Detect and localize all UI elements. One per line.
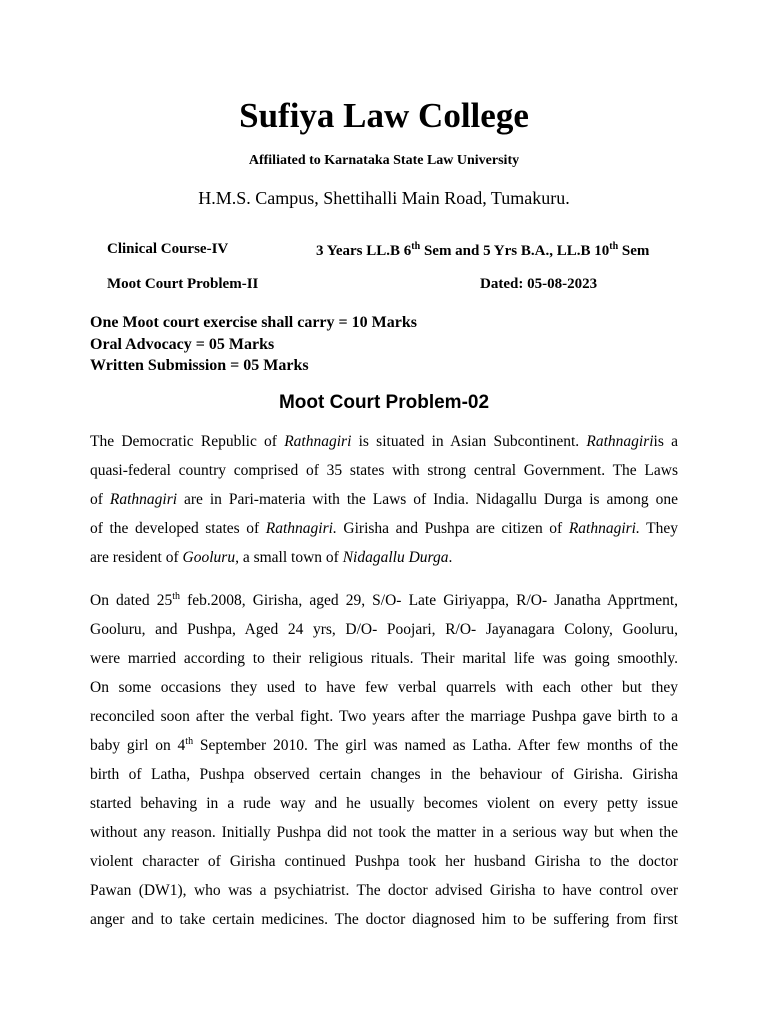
marks-line: Written Submission = 05 Marks (90, 357, 309, 374)
problem-heading: Moot Court Problem-02 (278, 392, 490, 413)
text-line: started behaving in a rude way and he usually becomes violent on every petty issue (90, 795, 678, 812)
college-title: Sufiya Law College (239, 96, 529, 135)
text-line: On dated 25th feb.2008, Girisha, aged 29, S/O- Late Giriyappa, R/O- Janatha Apprtment, (90, 590, 679, 609)
text-line: On some occasions they used to have few verbal quarrels with each other but they (90, 679, 678, 696)
text-line: The Democratic Republic of Rathnagiri is situated in Asian Subcontinent. Rathnagiriis a (90, 433, 678, 450)
text-line: Pawan (DW1), who was a psychiatrist. The doctor advised Girisha to have control over (90, 882, 678, 899)
text-line: were married according to their religious rituals. Their marital life was going smoothly. (90, 650, 678, 667)
text-line: of Rathnagiri are in Pari-materia with the Laws of India. Nidagallu Durga is among one (90, 491, 678, 508)
marks-line: One Moot court exercise shall carry = 10 Marks (90, 314, 417, 331)
text-line: birth of Latha, Pushpa observed certain changes in the behaviour of Girisha. Girisha (90, 766, 678, 783)
paragraph-2 (90, 586, 678, 934)
college-address: H.M.S. Campus, Shettihalli Main Road, Tumakuru. (198, 188, 570, 208)
text-line: quasi-federal country comprised of 35 states with strong central Government. The Laws (90, 462, 678, 479)
text-line: without any reason. Initially Pushpa did not took the matter in a serious way but when the (90, 824, 678, 841)
program-info: 3 Years LL.B 6th Sem and 5 Yrs B.A., LL.B 10th Sem (316, 241, 650, 259)
problem-label: Moot Court Problem-II (107, 276, 259, 292)
text-line: Gooluru, and Pushpa, Aged 24 yrs, D/O- Poojari, R/O- Jayanagara Colony, Gooluru, (90, 621, 678, 638)
marks-breakdown (90, 312, 417, 377)
date-label: Dated: 05-08-2023 (480, 276, 598, 292)
course-name: Clinical Course-IV (107, 241, 229, 257)
marks-line: Oral Advocacy = 05 Marks (90, 335, 275, 353)
paragraph-1 (90, 427, 678, 572)
text-line: reconciled soon after the verbal fight. Two years after the marriage Pushpa gave birth to a (90, 708, 678, 725)
text-line: baby girl on 4th September 2010. The girl was named as Latha. After few months of the (90, 735, 678, 754)
text-line: anger and to take certain medicines. The doctor diagnosed him to be suffering from first (90, 911, 678, 928)
text-line: are resident of Gooluru, a small town of Nidagallu Durga. (90, 549, 453, 566)
text-line: of the developed states of Rathnagiri. Girisha and Pushpa are citizen of Rathnagiri. They (90, 520, 679, 537)
affiliation-line: Affiliated to Karnataka State Law University (248, 153, 520, 168)
text-line: violent character of Girisha continued Pushpa took her husband Girisha to the doctor (90, 853, 678, 870)
